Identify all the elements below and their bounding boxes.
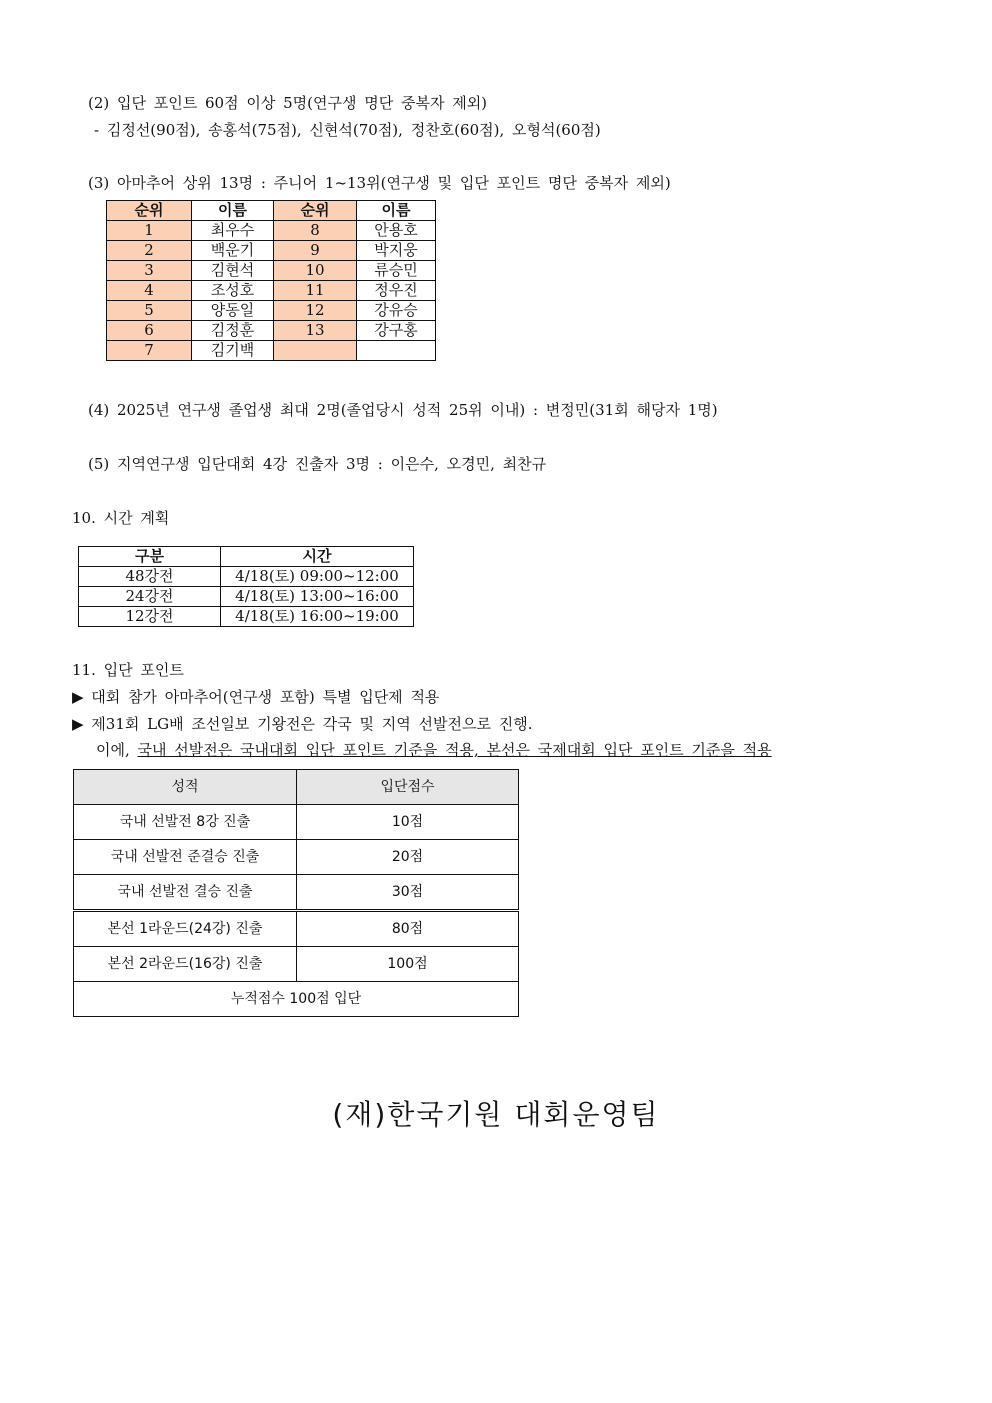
rank-cell: 13 [274,321,357,341]
round-cell: 24강전 [79,587,221,607]
section-4-text: (4) 2025년 연구생 졸업생 최대 2명(졸업당시 성적 25위 이내) : 변정민(31회 해당자 1명) [88,401,718,419]
note-prefix: 이에, [96,741,138,759]
result-cell: 국내 선발전 8강 진출 [74,805,297,840]
name-cell: 백운기 [192,241,274,261]
table-row [74,840,519,875]
name-cell: 류승민 [357,261,436,281]
header-cell: 구분 [79,547,221,567]
rank-cell: 3 [107,261,192,281]
section-2-title: (2) 입단 포인트 60점 이상 5명(연구생 명단 중복자 제외) [88,94,488,112]
name-cell: 안용호 [357,221,436,241]
table-row [79,607,414,627]
note-underlined: 국내 선발전은 국내대회 입단 포인트 기준을 적용, 본선은 국제대회 입단 포인트 기준을 적용 [137,741,772,759]
result-cell: 국내 선발전 결승 진출 [74,875,297,911]
rank-cell: 8 [274,221,357,241]
table-row [107,261,436,281]
table-row [79,567,414,587]
points-note [96,739,772,760]
name-cell: 정우진 [357,281,436,301]
table-row [107,241,436,261]
table-row [74,947,519,982]
schedule-table [78,546,414,627]
name-cell: 최우수 [192,221,274,241]
name-cell: 양동일 [192,301,274,321]
name-cell: 강유승 [357,301,436,321]
header-cell: 순위 [274,201,357,221]
section-5-text: (5) 지역연구생 입단대회 4강 진출자 3명 : 이은수, 오경민, 최찬규 [88,455,547,473]
table-row [107,221,436,241]
score-cell: 100점 [297,947,519,982]
name-cell: 강구홍 [357,321,436,341]
section-2-names: - 김정선(90점), 송홍석(75점), 신현석(70점), 정찬호(60점), 오형석(60점) [94,121,601,139]
table-header-row [79,547,414,567]
section-3-title: (3) 아마추어 상위 13명 : 주니어 1~13위(연구생 및 입단 포인트 명단 중복자 제외) [88,174,671,192]
score-cell: 80점 [297,911,519,947]
table-row [107,281,436,301]
table-row [79,587,414,607]
amateur-ranking-table [106,200,436,361]
rank-cell: 12 [274,301,357,321]
footer-cell: 누적점수 100점 입단 [74,982,519,1017]
header-cell: 입단점수 [297,770,519,805]
name-cell [357,341,436,361]
result-cell: 국내 선발전 준결승 진출 [74,840,297,875]
table-header-row [74,770,519,805]
score-cell: 30점 [297,875,519,911]
header-cell: 이름 [357,201,436,221]
round-cell: 48강전 [79,567,221,587]
header-cell: 이름 [192,201,274,221]
header-cell: 성적 [74,770,297,805]
points-heading: 11. 입단 포인트 [72,661,184,679]
table-row [107,321,436,341]
rank-cell: 1 [107,221,192,241]
table-footer-row [74,982,519,1017]
result-cell: 본선 2라운드(16강) 진출 [74,947,297,982]
organization-signature: (재)한국기원 대회운영팀 [332,1098,660,1131]
table-row [74,875,519,911]
points-bullet-2: ▶ 제31회 LG배 조선일보 기왕전은 각국 및 지역 선발전으로 진행. [72,715,533,733]
rank-cell: 4 [107,281,192,301]
name-cell: 김정훈 [192,321,274,341]
table-row [107,341,436,361]
table-row [74,805,519,840]
points-table [73,769,519,1017]
rank-cell: 5 [107,301,192,321]
name-cell: 김현석 [192,261,274,281]
table-header-row [107,201,436,221]
time-cell: 4/18(토) 16:00~19:00 [221,607,414,627]
rank-cell [274,341,357,361]
rank-cell: 6 [107,321,192,341]
header-cell: 순위 [107,201,192,221]
rank-cell: 10 [274,261,357,281]
result-cell: 본선 1라운드(24강) 진출 [74,911,297,947]
points-bullet-1: ▶ 대회 참가 아마추어(연구생 포함) 특별 입단제 적용 [72,688,440,706]
rank-cell: 11 [274,281,357,301]
time-cell: 4/18(토) 09:00~12:00 [221,567,414,587]
rank-cell: 7 [107,341,192,361]
score-cell: 20점 [297,840,519,875]
schedule-heading: 10. 시간 계획 [72,509,170,527]
header-cell: 시간 [221,547,414,567]
rank-cell: 2 [107,241,192,261]
score-cell: 10점 [297,805,519,840]
time-cell: 4/18(토) 13:00~16:00 [221,587,414,607]
name-cell: 김기백 [192,341,274,361]
table-row [107,301,436,321]
name-cell: 박지웅 [357,241,436,261]
round-cell: 12강전 [79,607,221,627]
rank-cell: 9 [274,241,357,261]
table-row [74,911,519,947]
name-cell: 조성호 [192,281,274,301]
